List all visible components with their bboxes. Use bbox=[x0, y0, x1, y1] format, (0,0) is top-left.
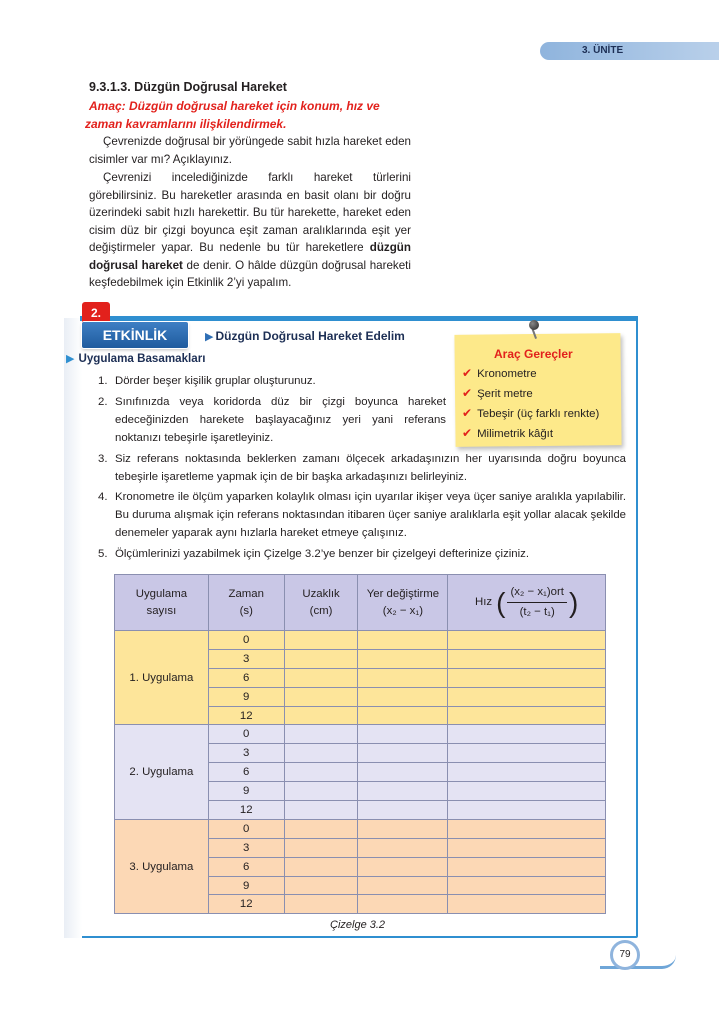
distance-cell[interactable] bbox=[284, 725, 358, 744]
step-text: Siz referans noktasında beklerken zamanı ölçecek arkadaşınızın her uyarısında doğru boyunca tebeşirle işaretleme yapmak için de bir başka arkadaşınızı belirleyiniz. bbox=[115, 453, 626, 483]
time-cell: 3 bbox=[208, 838, 284, 857]
page-number: 79 bbox=[610, 940, 640, 970]
time-cell: 0 bbox=[208, 631, 284, 650]
step-number: 1. bbox=[98, 375, 108, 387]
table-header-row bbox=[115, 575, 606, 631]
distance-cell[interactable] bbox=[284, 801, 358, 820]
fraction-numerator: (x₂ − x₁)ort bbox=[507, 584, 567, 603]
distance-cell[interactable] bbox=[284, 895, 358, 914]
displacement-cell[interactable] bbox=[358, 706, 448, 725]
intro-paragraph-2-part-b: de denir. O hâlde düzgün doğrusal hareketi keşfedebilmek için Etkinlik 2’yi yapalım. bbox=[89, 258, 411, 289]
time-cell: 9 bbox=[208, 782, 284, 801]
displacement-cell[interactable] bbox=[358, 838, 448, 857]
header-displacement bbox=[358, 575, 448, 631]
triangle-bullet-icon: ▶ bbox=[205, 331, 214, 343]
header-application-count bbox=[115, 575, 209, 631]
materials-item-text: Milimetrik kâğıt bbox=[477, 428, 554, 440]
velocity-cell[interactable] bbox=[448, 706, 606, 725]
section-title: 9.3.1.3. Düzgün Doğrusal Hareket bbox=[89, 80, 287, 94]
displacement-cell[interactable] bbox=[358, 687, 448, 706]
step-text: Ölçümlerinizi yazabilmek için Çizelge 3.2’ye benzer bir çizelgeyi defterinize çiziniz. bbox=[115, 548, 530, 560]
header-text: sayısı bbox=[146, 604, 177, 617]
velocity-cell[interactable] bbox=[448, 838, 606, 857]
triangle-bullet-icon: ▶ bbox=[66, 353, 75, 365]
distance-cell[interactable] bbox=[284, 744, 358, 763]
table-row bbox=[115, 631, 606, 650]
paren-open-icon: ( bbox=[496, 586, 506, 618]
time-cell: 9 bbox=[208, 687, 284, 706]
activity-number-badge: 2. bbox=[82, 302, 110, 324]
intro-paragraph-2 bbox=[89, 169, 411, 292]
velocity-cell[interactable] bbox=[448, 744, 606, 763]
table-row bbox=[115, 819, 606, 838]
checkmark-icon: ✔ bbox=[462, 366, 473, 380]
step-item bbox=[98, 373, 458, 391]
intro-paragraph-1: Çevrenizde doğrusal bir yörüngede sabit hızla hareket eden cisimler var mı? Açıklayınız. bbox=[89, 135, 411, 166]
header-text: Uzaklık bbox=[302, 587, 340, 600]
intro-paragraph-2-bold: düzgün doğrusal hareket bbox=[89, 241, 411, 272]
velocity-cell[interactable] bbox=[448, 649, 606, 668]
step-item bbox=[98, 451, 626, 487]
step-number: 5. bbox=[98, 548, 108, 560]
distance-cell[interactable] bbox=[284, 649, 358, 668]
aim-text bbox=[85, 97, 411, 133]
displacement-cell[interactable] bbox=[358, 857, 448, 876]
distance-cell[interactable] bbox=[284, 857, 358, 876]
application-name-cell: 1. Uygulama bbox=[115, 631, 209, 725]
velocity-cell[interactable] bbox=[448, 876, 606, 895]
velocity-cell[interactable] bbox=[448, 801, 606, 820]
header-text: (s) bbox=[239, 604, 253, 617]
displacement-cell[interactable] bbox=[358, 649, 448, 668]
distance-cell[interactable] bbox=[284, 782, 358, 801]
header-text: Uygulama bbox=[135, 587, 188, 600]
intro-paragraph-2-part-a: Çevrenizi incelediğinizde farklı hareket türlerini görebilirsiniz. Bu hareketler arasında en basit olanı bir doğru üzerindeki sabit hızlı harekettir. Bu tür harekette, hareket eden cisim düz bir çizgi boyunca eşit zaman aralıklarında eşit yer değiştirmeler yapar. Bu nedenle bu tür hareketlere bbox=[89, 171, 411, 254]
step-number: 4. bbox=[98, 491, 108, 503]
materials-item-text: Tebeşir (üç farklı renkte) bbox=[477, 408, 600, 420]
materials-item-text: Şerit metre bbox=[477, 388, 533, 400]
application-name-cell: 3. Uygulama bbox=[115, 819, 209, 913]
displacement-cell[interactable] bbox=[358, 668, 448, 687]
displacement-cell[interactable] bbox=[358, 763, 448, 782]
step-number: 3. bbox=[98, 453, 108, 465]
time-cell: 0 bbox=[208, 725, 284, 744]
paren-close-icon: ) bbox=[568, 586, 579, 618]
table-body bbox=[115, 631, 606, 914]
activity-frame-shade bbox=[64, 318, 82, 938]
steps-heading bbox=[66, 352, 205, 365]
materials-item-text: Kronometre bbox=[477, 368, 537, 380]
displacement-cell[interactable] bbox=[358, 876, 448, 895]
velocity-cell[interactable] bbox=[448, 782, 606, 801]
application-name-cell: 2. Uygulama bbox=[115, 725, 209, 819]
step-item bbox=[98, 489, 626, 542]
step-item bbox=[98, 546, 626, 564]
header-text: Hız bbox=[475, 596, 493, 608]
header-velocity bbox=[448, 575, 606, 631]
header-text: (x₂ − x₁) bbox=[382, 604, 424, 617]
velocity-cell[interactable] bbox=[448, 857, 606, 876]
checkmark-icon: ✔ bbox=[462, 386, 473, 400]
time-cell: 12 bbox=[208, 801, 284, 820]
time-cell: 3 bbox=[208, 744, 284, 763]
unit-tab-label: 3. ÜNİTE bbox=[582, 45, 624, 56]
displacement-cell[interactable] bbox=[358, 801, 448, 820]
distance-cell[interactable] bbox=[284, 819, 358, 838]
checkmark-icon: ✔ bbox=[462, 406, 473, 420]
steps-heading-text: Uygulama Basamakları bbox=[78, 352, 206, 365]
time-cell: 12 bbox=[208, 706, 284, 725]
checkmark-icon: ✔ bbox=[462, 426, 473, 440]
time-cell: 12 bbox=[208, 895, 284, 914]
materials-item bbox=[462, 426, 553, 440]
distance-cell[interactable] bbox=[284, 706, 358, 725]
header-text: Yer değiştirme bbox=[366, 587, 440, 600]
time-cell: 6 bbox=[208, 857, 284, 876]
distance-cell[interactable] bbox=[284, 687, 358, 706]
materials-item bbox=[462, 366, 537, 380]
activity-label: ETKİNLİK bbox=[82, 322, 188, 348]
activity-title bbox=[205, 329, 405, 343]
step-text: Dörder beşer kişilik gruplar oluşturunuz. bbox=[115, 375, 316, 387]
measurement-table bbox=[114, 574, 606, 914]
step-text: Kronometre ile ölçüm yaparken kolaylık olması için uyarılar ikişer veya üçer saniye aralıkla yapılabilir. Bu duruma alışmak için referans noktasından itibaren üçer saniye aralıklarla eşit yollar alacak şekilde denemeler yaparak aynı hızlarla hareket etmeye çalışınız. bbox=[115, 491, 626, 539]
displacement-cell[interactable] bbox=[358, 895, 448, 914]
distance-cell[interactable] bbox=[284, 668, 358, 687]
velocity-cell[interactable] bbox=[448, 668, 606, 687]
velocity-cell[interactable] bbox=[448, 763, 606, 782]
time-cell: 9 bbox=[208, 876, 284, 895]
displacement-cell[interactable] bbox=[358, 819, 448, 838]
velocity-cell[interactable] bbox=[448, 631, 606, 650]
velocity-cell[interactable] bbox=[448, 819, 606, 838]
activity-frame-topbar bbox=[80, 316, 638, 321]
time-cell: 3 bbox=[208, 649, 284, 668]
step-number: 2. bbox=[98, 396, 108, 408]
pushpin-icon bbox=[529, 320, 539, 330]
fraction-denominator: (t₂ − t₁) bbox=[519, 606, 555, 618]
materials-item bbox=[462, 386, 533, 400]
aim-line-2: zaman kavramlarını ilişkilendirmek. bbox=[85, 117, 287, 131]
velocity-cell[interactable] bbox=[448, 725, 606, 744]
header-text: Zaman bbox=[228, 587, 264, 600]
unit-tab bbox=[540, 42, 719, 60]
distance-cell[interactable] bbox=[284, 631, 358, 650]
displacement-cell[interactable] bbox=[358, 744, 448, 763]
activity-title-text: Düzgün Doğrusal Hareket Edelim bbox=[215, 329, 405, 343]
distance-cell[interactable] bbox=[284, 876, 358, 895]
table-row bbox=[115, 725, 606, 744]
time-cell: 6 bbox=[208, 668, 284, 687]
time-cell: 6 bbox=[208, 763, 284, 782]
time-cell: 0 bbox=[208, 819, 284, 838]
distance-cell[interactable] bbox=[284, 838, 358, 857]
displacement-cell[interactable] bbox=[358, 631, 448, 650]
step-item bbox=[98, 394, 446, 447]
header-text: (cm) bbox=[309, 604, 333, 617]
distance-cell[interactable] bbox=[284, 763, 358, 782]
velocity-fraction bbox=[507, 584, 567, 621]
displacement-cell[interactable] bbox=[358, 725, 448, 744]
aim-line-1: Amaç: Düzgün doğrusal hareket için konum, hız ve bbox=[89, 99, 380, 113]
table-caption: Çizelge 3.2 bbox=[330, 919, 386, 931]
materials-title: Araç Gereçler bbox=[494, 347, 573, 361]
velocity-cell[interactable] bbox=[448, 895, 606, 914]
step-text: Sınıfınızda veya koridorda düz bir çizgi boyunca hareket edeceğinizden harekete başlayacağınız yeri yani referans noktanızı tebeşirle işaretleyiniz. bbox=[115, 396, 446, 444]
header-time bbox=[208, 575, 284, 631]
header-distance bbox=[284, 575, 358, 631]
velocity-cell[interactable] bbox=[448, 687, 606, 706]
displacement-cell[interactable] bbox=[358, 782, 448, 801]
materials-item bbox=[462, 406, 599, 420]
